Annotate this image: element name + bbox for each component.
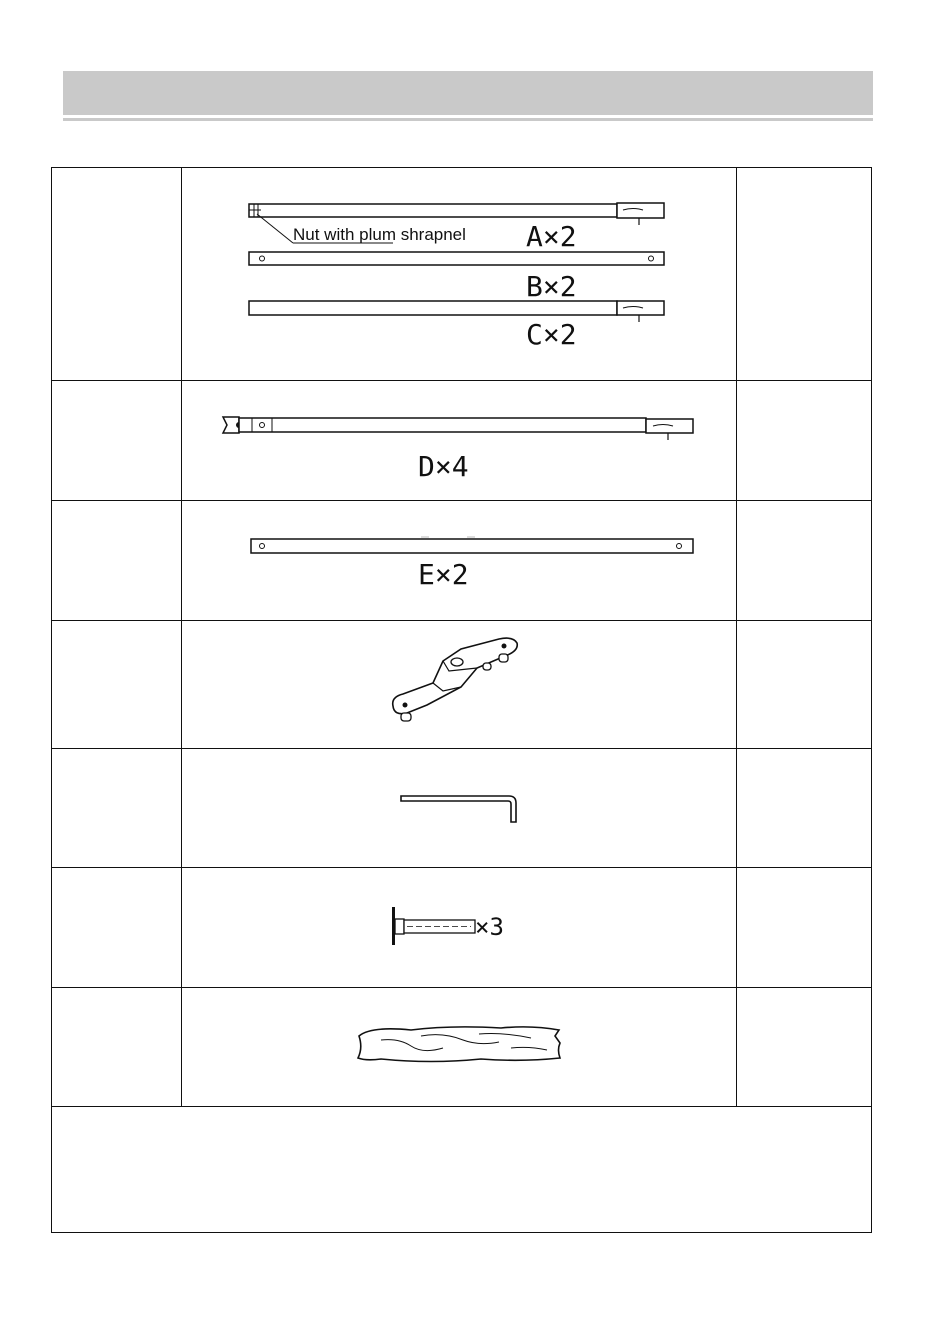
connector-bracket-icon: [181, 621, 736, 749]
allen-key-icon: [181, 749, 736, 868]
notes-cell: [52, 1107, 871, 1232]
parts-row-allen-key: [52, 749, 871, 868]
part-image-cell: [181, 749, 736, 867]
part-label-b: B×2: [526, 270, 577, 303]
part-label-e: E×2: [418, 558, 469, 591]
part-label-d: D×4: [418, 450, 469, 483]
annotation-text: Nut with plum shrapnel: [293, 225, 466, 244]
parts-row-d: [52, 381, 871, 501]
parts-row-fabric: [52, 988, 871, 1107]
part-label-c: C×2: [526, 318, 577, 351]
part-image-cell: [181, 501, 736, 620]
parts-row-bracket: [52, 621, 871, 749]
part-image-cell: [181, 621, 736, 748]
part-label-bolt: ×3: [475, 913, 504, 941]
parts-row-e: [52, 501, 871, 621]
parts-row-abc: [52, 168, 871, 381]
header-rule: [63, 118, 873, 121]
part-image-cell: [181, 988, 736, 1106]
parts-row-bolt: [52, 868, 871, 988]
tube-parts-abc-icon: [181, 168, 736, 381]
bolt-icon: [181, 868, 736, 988]
part-image-cell: [181, 168, 736, 380]
part-image-cell: [181, 381, 736, 500]
header-bar: [63, 71, 873, 115]
part-image-cell: [181, 868, 736, 987]
fabric-cover-icon: [181, 988, 736, 1107]
tube-part-e-icon: [181, 501, 736, 621]
parts-table: [51, 167, 872, 1233]
tube-part-d-icon: [181, 381, 736, 501]
part-qty-cell: [736, 168, 871, 380]
part-label-cell: [52, 168, 181, 380]
part-label-a: A×2: [526, 220, 577, 253]
